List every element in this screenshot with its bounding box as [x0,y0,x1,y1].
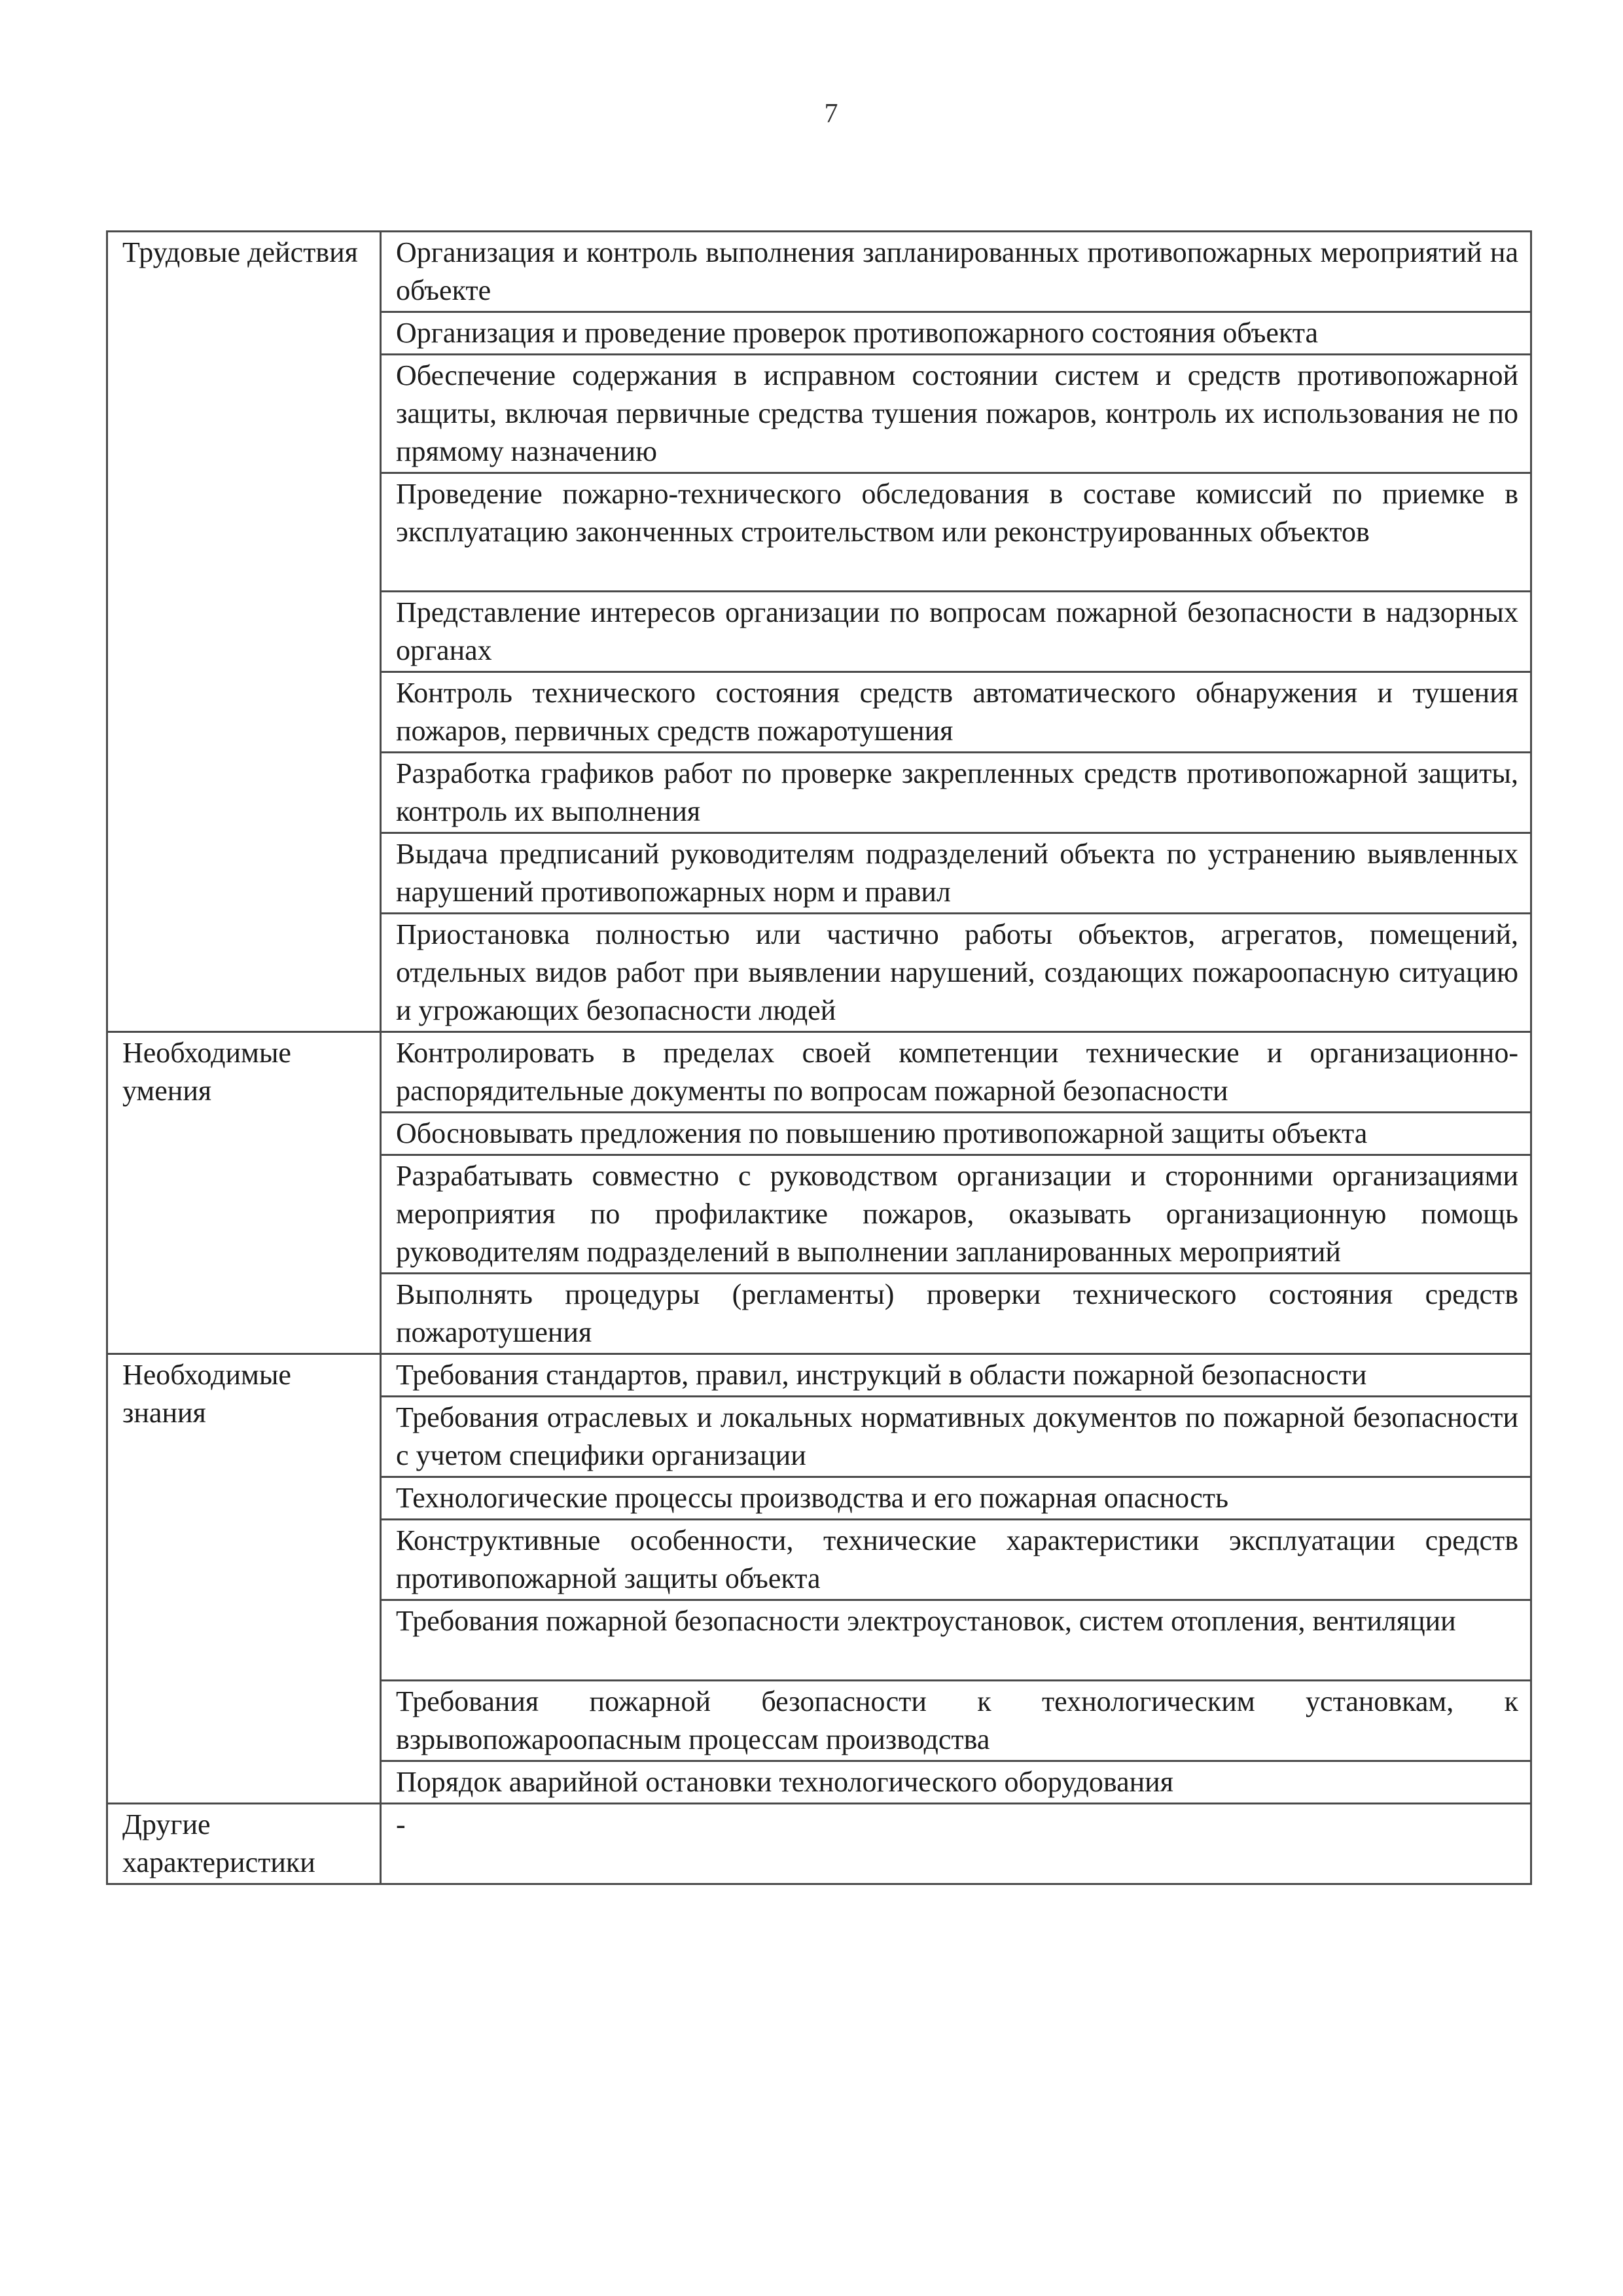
table-row [107,1804,1531,1884]
table-cell: Конструктивные особенности, технические характеристики эксплуатации средств противопожарной защиты объекта [381,1520,1531,1600]
table-row [107,232,1531,312]
table-cell: Технологические процессы производства и его пожарная опасность [381,1477,1531,1520]
table-cell: Приостановка полностью или частично работы объектов, агрегатов, помещений, отдельных видов работ при выявлении нарушений, создающих пожароопасную ситуацию и угрожающих безопасности людей [381,914,1531,1032]
table-row [107,1354,1531,1397]
group-label-other-characteristics: Другие характеристики [107,1804,381,1884]
table-cell: Требования пожарной безопасности к технологическим установкам, к взрывопожароопасным процессам производства [381,1681,1531,1761]
table-cell: Требования пожарной безопасности электроустановок, систем отопления, вентиляции [381,1600,1531,1681]
table-cell: Организация и контроль выполнения запланированных противопожарных мероприятий на объекте [381,232,1531,312]
table-cell: Контролировать в пределах своей компетенции технические и организационно-распорядительные документы по вопросам пожарной безопасности [381,1032,1531,1113]
table-cell: - [381,1804,1531,1884]
table-cell: Выдача предписаний руководителям подразделений объекта по устранению выявленных нарушений противопожарных норм и правил [381,833,1531,914]
table-cell: Организация и проведение проверок противопожарного состояния объекта [381,312,1531,355]
table-cell: Требования отраслевых и локальных нормативных документов по пожарной безопасности с учетом специфики организации [381,1397,1531,1477]
table-cell: Представление интересов организации по вопросам пожарной безопасности в надзорных органах [381,592,1531,672]
page-number: 7 [824,99,838,129]
table-cell: Разрабатывать совместно с руководством организации и сторонними организациями мероприятия по профилактике пожаров, оказывать организационную помощь руководителям подразделений в выполнении запланированных мероприятий [381,1155,1531,1274]
table-cell: Выполнять процедуры (регламенты) проверки технического состояния средств пожаротушения [381,1274,1531,1354]
table-cell: Проведение пожарно-технического обследования в составе комиссий по приемке в эксплуатацию законченных строительством или реконструированных объектов [381,473,1531,592]
group-label-required-knowledge: Необходимые знания [107,1354,381,1804]
qualification-table [106,230,1532,1885]
table-cell: Обосновывать предложения по повышению противопожарной защиты объекта [381,1113,1531,1155]
table-cell: Требования стандартов, правил, инструкций в области пожарной безопасности [381,1354,1531,1397]
group-label-required-skills: Необходимые умения [107,1032,381,1354]
table-cell: Разработка графиков работ по проверке закрепленных средств противопожарной защиты, контроль их выполнения [381,753,1531,833]
table-row [107,1032,1531,1113]
table-cell: Порядок аварийной остановки технологического оборудования [381,1761,1531,1804]
group-label-labor-actions: Трудовые действия [107,232,381,1032]
table-cell: Обеспечение содержания в исправном состоянии систем и средств противопожарной защиты, включая первичные средства тушения пожаров, контроль их использования не по прямому назначению [381,355,1531,473]
table-cell: Контроль технического состояния средств автоматического обнаружения и тушения пожаров, первичных средств пожаротушения [381,672,1531,753]
